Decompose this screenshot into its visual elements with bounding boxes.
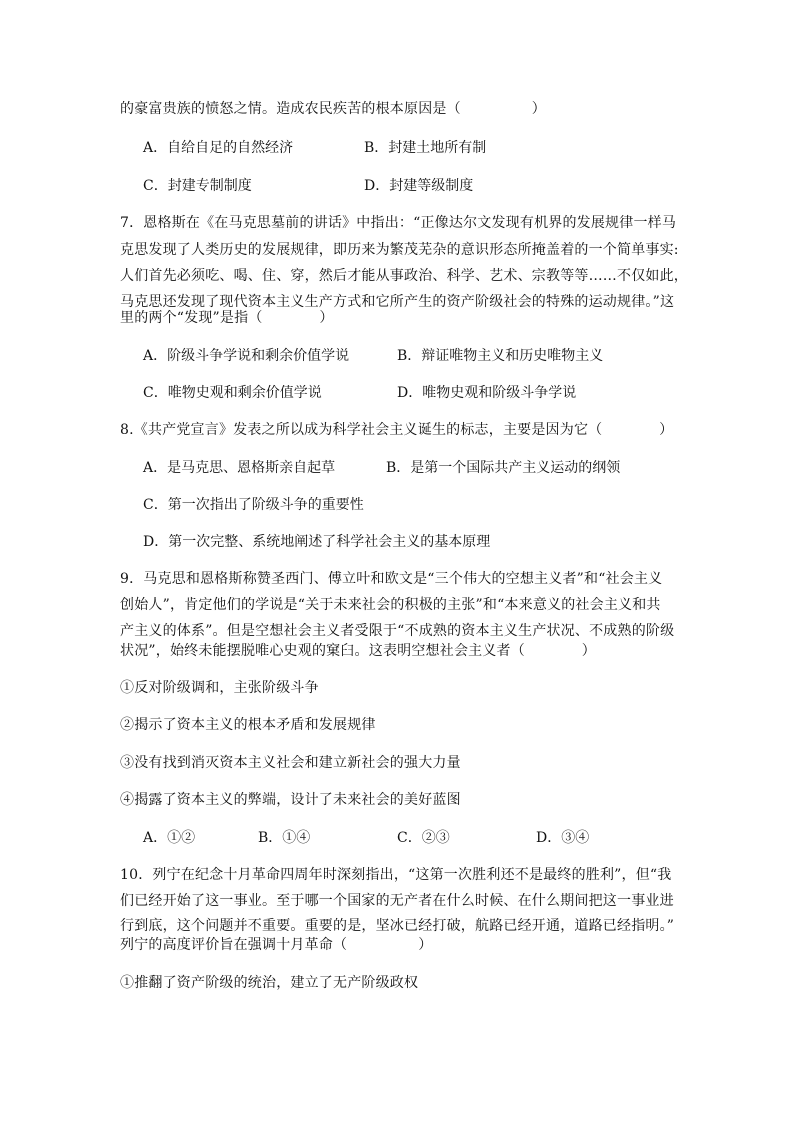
q10-stem-line-2: 们已经开始了这一事业。至于哪一个国家的无产者在什么时候、在什么期间把这一事业进 <box>120 893 674 909</box>
q9-stem-line-1: 9．马克思和恩格斯称赞圣西门、傅立叶和欧文是“三个伟大的空想主义者”和“社会主义 <box>120 571 663 587</box>
q9-option-d: D．③④ <box>536 830 590 846</box>
q9-stem-line-4: 状况”，始终未能摆脱唯心史观的窠臼。这表明空想社会主义者（ ） <box>120 643 596 659</box>
q9-item-4: ④揭露了资本主义的弊端，设计了未来社会的美好蓝图 <box>120 792 461 808</box>
q10-stem-line-4: 列宁的高度评价旨在强调十月革命（ ） <box>120 937 433 953</box>
q8-option-a: A．是马克思、恩格斯亲自起草 <box>143 460 336 476</box>
q7-stem-line-1: 7．恩格斯在《在马克思墓前的讲话》中指出：“正像达尔文发现有机界的发展规律一样马 <box>120 215 677 231</box>
q7-option-b: B．辩证唯物主义和历史唯物主义 <box>397 348 604 364</box>
q8-option-d: D．第一次完整、系统地阐述了科学社会主义的基本原理 <box>143 534 491 550</box>
q7-stem-line-3: 人们首先必须吃、喝、住、穿，然后才能从事政治、科学、艺术、宗教等等……不仅如此， <box>120 268 688 284</box>
q9-item-2: ②揭示了资本主义的根本矛盾和发展规律 <box>120 717 376 733</box>
q7-option-a: A．阶级斗争学说和剩余价值学说 <box>143 348 350 364</box>
q8-option-b: B．是第一个国际共产主义运动的纲领 <box>386 460 621 476</box>
q7-stem-line-5: 里的两个“发现”是指（ ） <box>120 310 334 326</box>
q10-item-1: ①推翻了资产阶级的统治，建立了无产阶级政权 <box>120 975 419 991</box>
q9-option-a: A．①② <box>143 830 196 846</box>
q6-option-b: B．封建土地所有制 <box>364 140 487 156</box>
q10-stem-line-1: 10．列宁在纪念十月革命四周年时深刻指出，“这第一次胜利还不是最终的胜利”，但“我 <box>120 867 672 883</box>
q7-stem-line-2: 克思发现了人类历史的发展规律，即历来为繁茂芜杂的意识形态所掩盖着的一个简单事实: <box>120 242 679 258</box>
q6-option-c: C．封建专制制度 <box>143 178 252 194</box>
q9-stem-line-2: 创始人”，肯定他们的学说是“关于未来社会的积极的主张”和“本来意义的社会主义和共 <box>120 597 661 613</box>
q9-item-1: ①反对阶级调和，主张阶级斗争 <box>120 680 319 696</box>
q9-stem-line-3: 产主义的体系”。但是空想社会主义者受限于“不成熟的资本主义生产状况、不成熟的阶级 <box>120 623 675 639</box>
q6-option-d: D．封建等级制度 <box>364 178 474 194</box>
q9-option-b: B．①④ <box>258 830 311 846</box>
q10-stem-line-3: 行到底，这个问题并不重要。重要的是，坚冰已经打破，航路已经开通，道路已经指明。” <box>120 918 675 934</box>
q8-stem: 8.《共产党宣言》发表之所以成为科学社会主义诞生的标志，主要是因为它（ ） <box>120 422 674 438</box>
q7-option-c: C．唯物史观和剩余价值学说 <box>143 385 322 401</box>
q9-item-3: ③没有找到消灭资本主义社会和建立新社会的强大力量 <box>120 755 461 771</box>
q6-stem-tail: 的豪富贵族的愤怒之情。造成农民疾苦的根本原因是（ ） <box>120 101 546 117</box>
q8-option-c: C．第一次指出了阶级斗争的重要性 <box>143 497 364 513</box>
q9-option-c: C．②③ <box>397 830 450 846</box>
q7-stem-line-4: 马克思还发现了现代资本主义生产方式和它所产生的资产阶级社会的特殊的运动规律。”这 <box>120 294 675 310</box>
q7-option-d: D．唯物史观和阶级斗争学说 <box>397 385 577 401</box>
q6-option-a: A．自给自足的自然经济 <box>143 140 294 156</box>
